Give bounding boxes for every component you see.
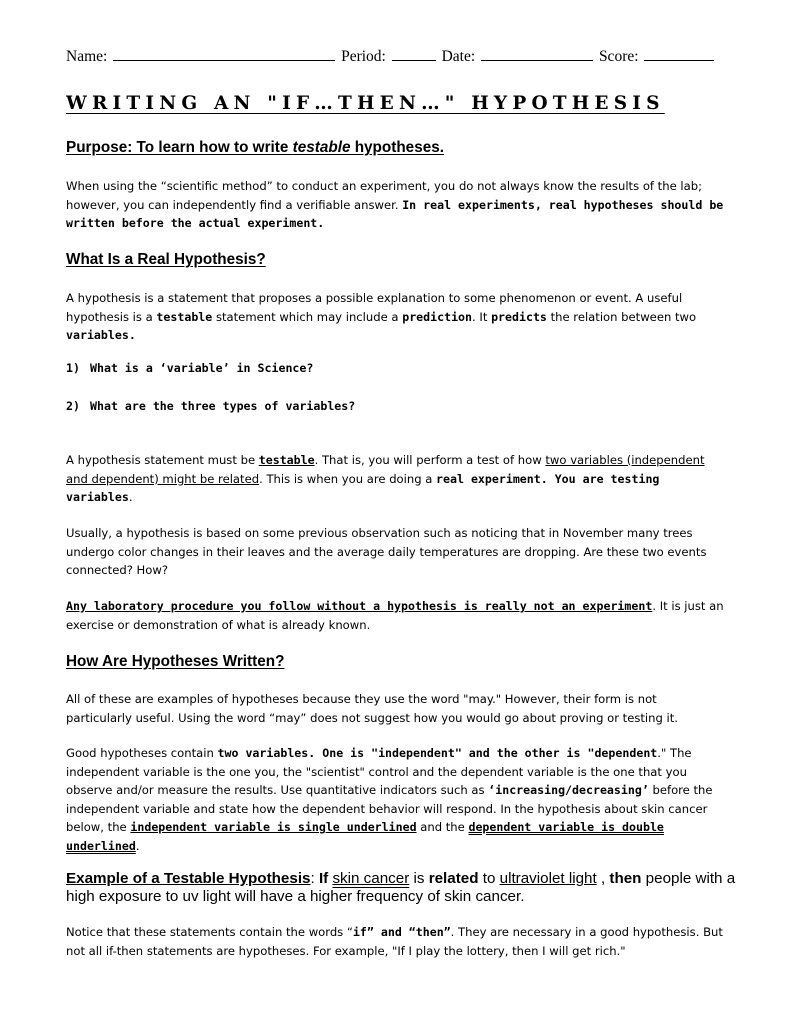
notice-then: “then” xyxy=(408,925,451,939)
testable-word: testable xyxy=(258,453,315,467)
question-2 xyxy=(66,399,355,413)
question-2-text: What are the three types of variables? xyxy=(90,399,356,413)
notice-text-e: . They are necessary in a good hypothesis. But not all if-then statements are hypotheses. For example, "If I play the lottery, then I will get rich." xyxy=(66,925,723,958)
question-1-number: 1) xyxy=(66,361,80,375)
how-written-paragraph-2 xyxy=(66,744,726,855)
observation-paragraph: Usually, a hypothesis is based on some previous observation such as noticing that in November many trees undergo color changes in their leaves and the average daily temperatures are dropping. Are these two events connected? How? xyxy=(66,526,707,577)
hw-increasing-decreasing: ‘increasing/decreasing’ xyxy=(488,783,649,797)
rh-predicts: predicts xyxy=(491,309,547,324)
testable-paragraph xyxy=(66,451,726,507)
how-written-heading: How Are Hypotheses Written? xyxy=(66,653,285,670)
lab-text-b: . It is just an exercise or demonstration of what is already known. xyxy=(66,599,724,632)
purpose-prefix: Purpose: To learn how to write xyxy=(66,139,293,156)
rh-prediction: prediction xyxy=(402,309,473,324)
example-independent-variable: ultraviolet light xyxy=(499,870,597,887)
purpose-heading xyxy=(66,139,444,157)
rh-testable: testable xyxy=(156,309,213,324)
example-colon: : xyxy=(310,870,319,887)
name-blank xyxy=(113,46,335,61)
how-written-paragraph-1: All of these are examples of hypotheses because they use the word "may." However, their form is not particularly useful. Using the word “may” does not suggest how you would go about proving or testing it. xyxy=(66,692,678,725)
question-1-text: What is a ‘variable’ in Science? xyxy=(90,361,314,375)
testable-text-g: . xyxy=(128,490,133,504)
hw-text-a: Good hypotheses contain xyxy=(66,746,218,760)
hw-two-variables: two variables. One is "independent" and the other is "dependent xyxy=(217,746,658,760)
rh-text-a: A hypothesis is a statement that proposes a possible explanation to some phenomenon or event. A useful hypothesis is a xyxy=(66,291,683,324)
question-2-number: 2) xyxy=(66,399,80,413)
student-info-header xyxy=(66,46,726,66)
date-blank xyxy=(481,46,593,61)
date-label: Date: xyxy=(441,48,476,65)
period-label: Period: xyxy=(341,48,386,65)
testable-text-e: . This is when you are doing a xyxy=(259,471,437,486)
example-hypothesis xyxy=(66,870,746,906)
period-blank xyxy=(392,46,436,61)
hw-independent-underlined: independent variable is single underlined xyxy=(130,820,417,834)
notice-and: and xyxy=(373,925,409,939)
example-related: related xyxy=(428,870,479,887)
score-blank xyxy=(644,46,714,61)
lab-bold-underlined: Any laboratory procedure you follow without a hypothesis is really not an experiment xyxy=(66,599,653,613)
page-title: WRITING AN "IF…THEN…" HYPOTHESIS xyxy=(66,93,665,114)
example-to: to xyxy=(478,870,500,887)
lab-paragraph xyxy=(66,597,726,634)
rh-text-g: the relation between two xyxy=(546,309,697,324)
intro-bold: In real experiments, real hypotheses should be written before the actual experiment. xyxy=(66,197,724,230)
example-is: is xyxy=(409,870,429,887)
notice-paragraph xyxy=(66,923,726,960)
name-label: Name: xyxy=(66,48,108,65)
hw-dependent-double-underlined: dependent variable is double underlined xyxy=(66,820,664,853)
testable-text-c: . That is, you will perform a test of how xyxy=(314,453,546,467)
example-comma: , xyxy=(596,870,610,887)
rh-text-e: . It xyxy=(472,309,492,324)
question-1 xyxy=(66,361,313,375)
hw-text-g: and the xyxy=(416,820,469,834)
example-dependent-variable: skin cancer xyxy=(332,870,410,887)
real-hypothesis-heading: What Is a Real Hypothesis? xyxy=(66,251,266,268)
purpose-suffix: hypotheses. xyxy=(350,139,444,156)
notice-if: if” xyxy=(352,925,374,939)
testable-real-experiment: real experiment. You are testing variables xyxy=(66,471,660,504)
purpose-emphasis: testable xyxy=(292,139,351,156)
intro-paragraph xyxy=(66,177,726,233)
example-label: Example of a Testable Hypothesis xyxy=(66,870,311,887)
testable-text-a: A hypothesis statement must be xyxy=(66,453,259,467)
hw-text-i: . xyxy=(135,838,140,853)
example-then: then xyxy=(609,870,642,887)
score-label: Score: xyxy=(598,48,639,65)
notice-text-a: Notice that these statements contain the words “ xyxy=(66,925,353,939)
testable-two-variables: two variables (independent and dependent) might be related xyxy=(66,453,705,486)
example-if: If xyxy=(318,870,329,887)
real-hypothesis-paragraph xyxy=(66,289,726,345)
hw-text-e: before the independent variable and state how the dependent behavior will respond. In the hypothesis about skin cancer below, the xyxy=(66,783,713,834)
rh-text-c: statement which may include a xyxy=(212,309,403,324)
intro-text: When using the “scientific method” to conduct an experiment, you do not always know the results of the lab; however, you can independently find a verifiable answer. xyxy=(66,179,702,212)
hw-text-c: ." The independent variable is the one you, the "scientist" control and the dependent variable is the one that you observe and/or measure the results. Use quantitative indicators such as xyxy=(66,746,692,797)
example-rest: people with a high exposure to uv light will have a higher frequency of skin cancer. xyxy=(66,870,736,905)
rh-variables: variables. xyxy=(66,328,136,342)
